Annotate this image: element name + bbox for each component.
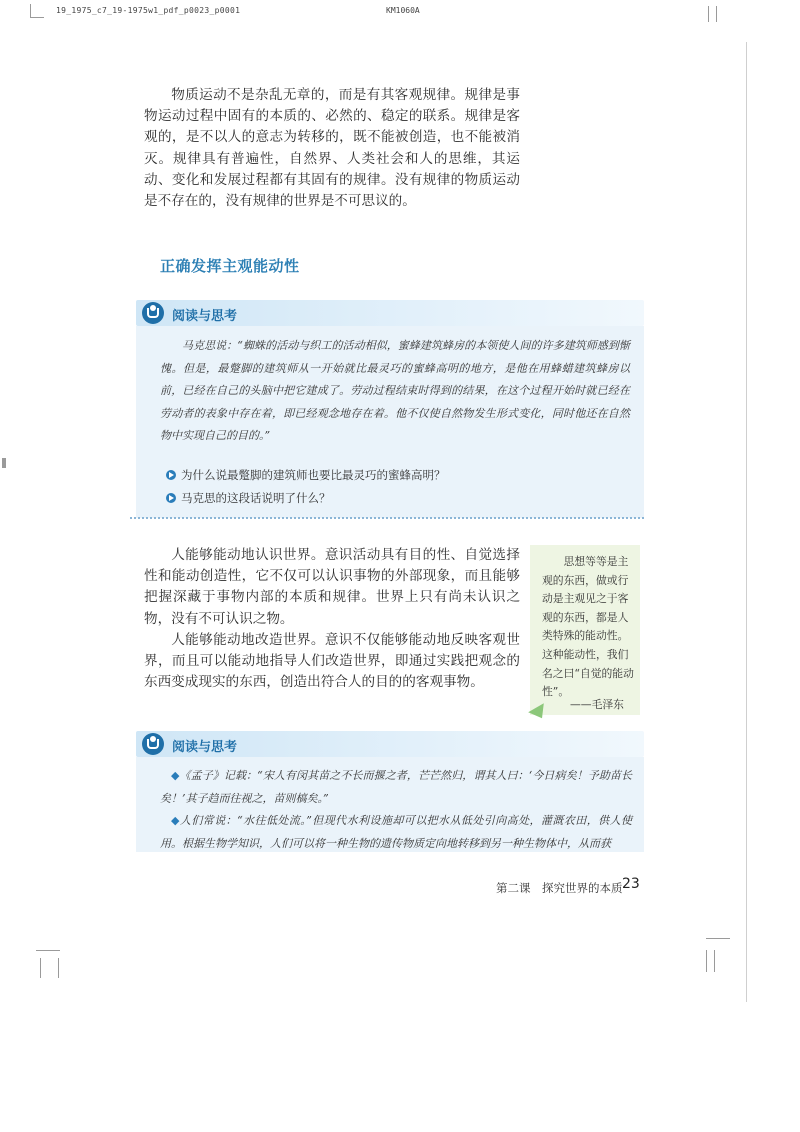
crop-mark <box>58 958 59 978</box>
reading-header-1 <box>136 300 644 326</box>
crop-mark <box>746 42 747 1002</box>
reading-item <box>160 810 632 855</box>
reading-icon <box>142 302 164 324</box>
dotted-divider <box>130 517 644 519</box>
crop-mark <box>706 938 730 939</box>
crop-mark <box>40 958 41 978</box>
reading-icon <box>142 733 164 755</box>
reading-title: 阅读与思考 <box>172 309 238 324</box>
question-text: 为什么说最蹩脚的建筑师也要比最灵巧的蜜蜂高明？ <box>181 468 446 482</box>
crop-mark <box>30 17 44 18</box>
marx-quote: 马克思说：“蜘蛛的活动与织工的活动相似，蜜蜂建筑蜂房的本领使人间的许多建筑师感到惭愧。但是，最蹩脚的建筑师从一开始就比最灵巧的蜜蜂高明的地方，是他在用蜂蜡建筑蜂房以前，已经在自己的头脑中把它建成了。劳动过程结束时得到的结果，在这个过程开始时就已经在劳动者的表象中存在着，即已经观念地存在着。他不仅使自然物发生形式变化，同时他还在自然物中实现自己的目的。” <box>160 339 630 442</box>
question-text: 马克思的这段话说明了什么？ <box>181 491 331 505</box>
body-paragraph: 人能够能动地认识世界。意识活动具有目的性、自觉选择性和能动创造性，它不仅可以认识事物的外部现象，而且能够把握深藏于事物内部的本质和规律。世界上只有尚未认识之物，没有不可认识之物。 <box>144 547 520 627</box>
body-paragraph: 人能够能动地改造世界。意识不仅能够能动地反映客观世界，而且可以能动地指导人们改造世界，即通过实践把观念的东西变成现实的东西，创造出符合人的目的的客观事物。 <box>144 631 520 691</box>
section-heading: 正确发挥主观能动性 <box>160 257 300 275</box>
reading-title: 阅读与思考 <box>172 740 238 755</box>
reading-item-text: 《孟子》记载：“宋人有闵其苗之不长而揠之者，芒芒然归，谓其人曰：‘今日病矣！予助苗长矣！’其子趋而往视之，苗则槁矣。” <box>160 769 632 805</box>
reading-item <box>160 765 632 810</box>
lesson-label: 第二课 探究世界的本质 <box>496 881 623 895</box>
intro-paragraph: 物质运动不是杂乱无章的，而是有其客观规律。规律是事物运动过程中固有的本质的、必然的、稳定的联系。规律是客观的，是不以人的意志为转移的，既不能被创造，也不能被消灭。规律具有普遍性，自然界、人类社会和人的思维，其运动、变化和发展过程都有其固有的规律。没有规律的物质运动是不存在的，没有规律的世界是不可思议的。 <box>144 87 520 210</box>
crop-mark <box>2 458 6 468</box>
sidebar-author: ——毛泽东 <box>570 698 624 711</box>
page-number: 23 <box>622 876 640 892</box>
scan-code: KM1060A <box>386 6 420 15</box>
crop-mark <box>708 6 709 22</box>
sidebar-quote: 思想等等是主观的东西，做或行动是主观见之于客观的东西，都是人类特殊的能动性。这种能动性，我们名之曰“自觉的能动性”。 <box>542 555 634 699</box>
reading-header-2 <box>136 731 644 757</box>
crop-mark <box>706 950 707 972</box>
scan-file-label: 19_1975_c7_19-1975w1_pdf_p0023_p0001 <box>56 6 241 15</box>
body-text <box>144 545 520 693</box>
reading-item-text: 人们常说：“水往低处流。”但现代水利设施却可以把水从低处引向高处，灌溉农田，供人使用。根据生物学知识，人们可以将一种生物的遗传物质定向地转移到另一种生物体中，从而获 <box>160 814 632 850</box>
crop-mark <box>30 4 31 18</box>
crop-mark <box>716 6 717 22</box>
question-item <box>166 490 331 506</box>
arrow-bullet-icon <box>166 493 176 503</box>
arrow-bullet-icon <box>166 470 176 480</box>
diamond-bullet-icon: ◆ <box>171 814 180 827</box>
question-item <box>166 467 446 483</box>
diamond-bullet-icon: ◆ <box>171 769 180 782</box>
crop-mark <box>36 950 60 951</box>
crop-mark <box>714 950 715 972</box>
